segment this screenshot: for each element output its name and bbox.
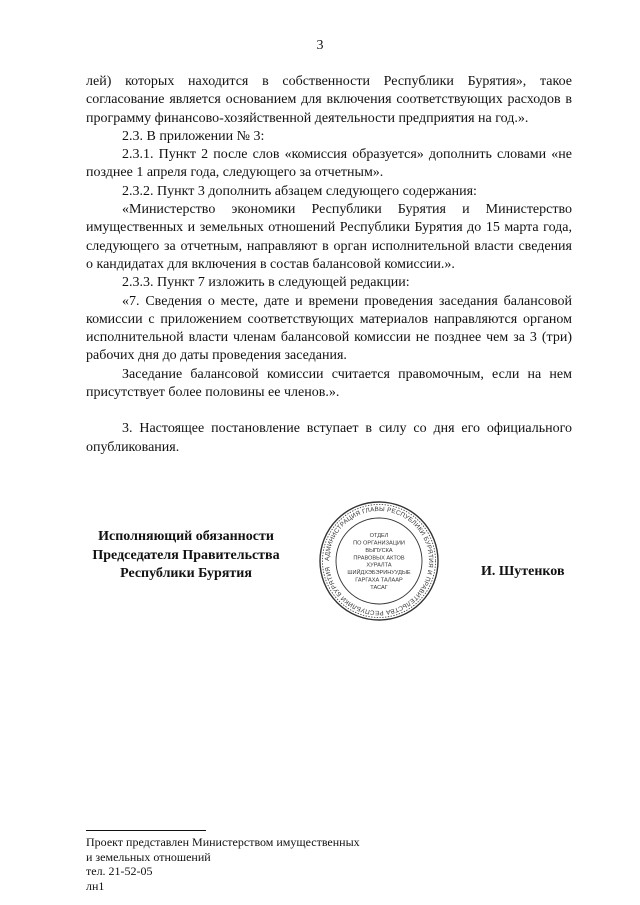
- paragraph-2-3: 2.3. В приложении № 3:: [122, 128, 265, 144]
- paragraph-continuation: лей) которых находится в собственности Республики Бурятия», такое согласование является основанием для включения соответствующих расходов в программу финансово-хозяйственной деятельности предприятия на год.».: [86, 74, 572, 126]
- paragraph-quote-point-7: «7. Сведения о месте, дате и времени проведения заседания балансовой комиссии с приложением соответствующих материалов направляются органом исполнительной власти членам балансовой комиссии не позднее чем за 3 (три) рабочих дня до даты проведения заседания.: [86, 293, 572, 364]
- document-body: [86, 73, 572, 457]
- footnote: [86, 835, 360, 893]
- signer-name: И. Шутенков: [481, 564, 565, 579]
- footnote-divider: [86, 830, 206, 831]
- seal-center-line: ВЫПУСКА: [365, 547, 393, 554]
- seal-center-line: ПО ОРГАНИЗАЦИИ: [353, 540, 405, 547]
- footnote-line-3: тел. 21-52-05: [86, 864, 153, 878]
- paragraph-2-3-2: 2.3.2. Пункт 3 дополнить абзацем следующего содержания:: [122, 183, 477, 199]
- seal-center-line: ГАРГАХА ТАЛААР: [355, 577, 403, 584]
- signature-title-line-3: Республики Бурятия: [120, 566, 252, 581]
- signature-title-line-2: Председателя Правительства: [92, 547, 280, 563]
- signature-title: [86, 528, 286, 584]
- paragraph-3-effective: 3. Настоящее постановление вступает в силу со дня его официального опубликования.: [86, 421, 572, 455]
- svg-text:АДМИНИСТРАЦИЯ ГЛАВЫ РЕСПУБЛИКИ: АДМИНИСТРАЦИЯ ГЛАВЫ РЕСПУБЛИКИ БУРЯТИЯ И ПРАВИТЕЛЬСТВА РЕСПУБЛИКИ БУРЯТИЯ: [323, 505, 435, 617]
- seal-center-line: ХУРАЛТА: [366, 562, 392, 569]
- page-number: 3: [316, 38, 324, 53]
- footnote-line-4: лн1: [86, 878, 105, 893]
- footnote-line-1: Проект представлен Министерством имущественных: [86, 835, 360, 849]
- signature-title-line-1: Исполняющий обязанности: [98, 529, 274, 544]
- paragraph-quote-ministry: «Министерство экономики Республики Бурятия и Министерство имущественных и земельных отношений Республики Бурятия до 15 марта года, следующего за отчетным, направляют в орган исполнительной власти сведения о кандидатах для включения в состав балансовой комиссии.».: [86, 202, 572, 272]
- paragraph-2-3-1: 2.3.1. Пункт 2 после слов «комиссия образуется» дополнить словами «не позднее 1 апреля года, следующего за отчетным».: [86, 147, 572, 181]
- seal-center-line: ОТДЕЛ: [369, 533, 389, 540]
- footnote-line-2: и земельных отношений: [86, 849, 211, 864]
- paragraph-quorum: Заседание балансовой комиссии считается правомочным, если на нем присутствует более половины ее членов.».: [86, 366, 572, 401]
- paragraph-2-3-3: 2.3.3. Пункт 7 изложить в следующей редакции:: [122, 275, 410, 291]
- seal-center-line: ШИЙДХЭБЭРИНУУДЫЕ: [347, 570, 411, 577]
- seal-center-line: ПРАВОВЫХ АКТОВ: [353, 555, 405, 562]
- seal-center-line: ТАСАГ: [370, 584, 388, 591]
- official-seal-stamp: [318, 500, 440, 622]
